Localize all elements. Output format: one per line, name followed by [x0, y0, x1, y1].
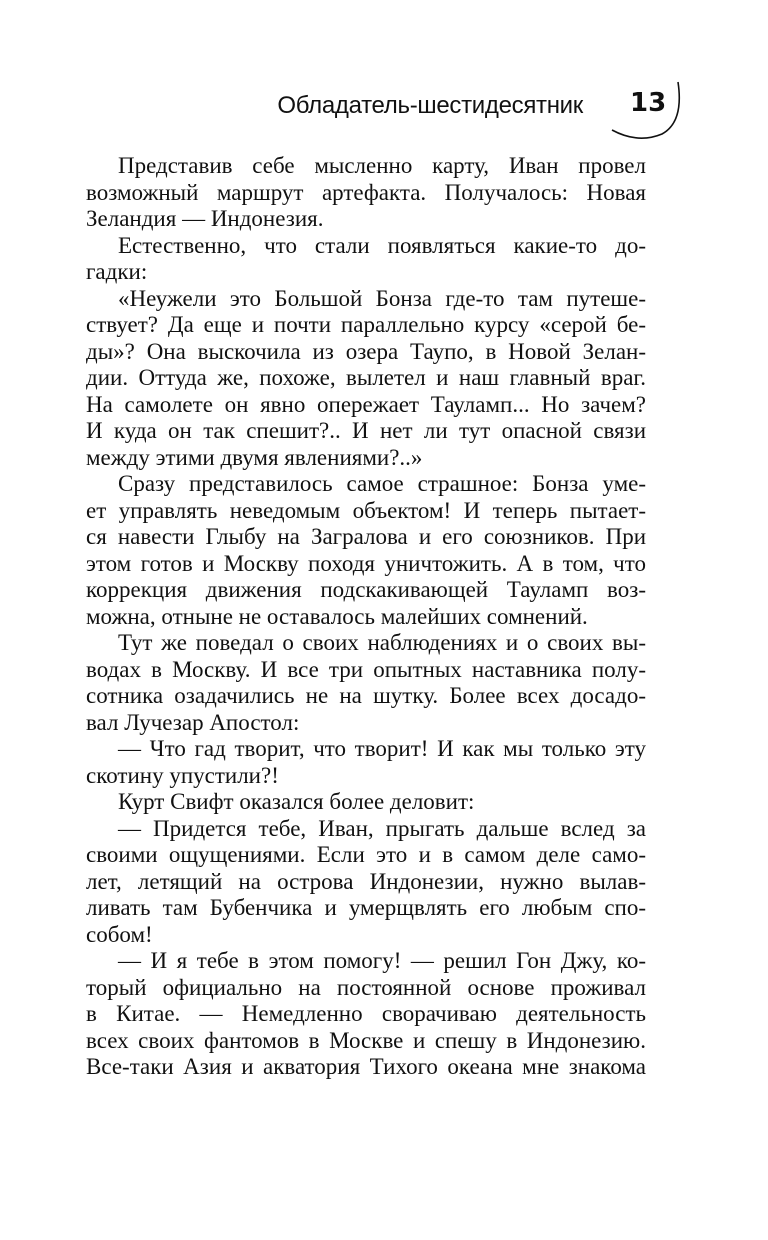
- text-line: этом готов и Москву походя уничтожить. А в том, что: [86, 550, 646, 576]
- text-line: «Неужели это Большой Бонза где-то там путеше-: [118, 285, 646, 311]
- paragraph: [86, 233, 646, 286]
- body-text: [86, 153, 646, 1081]
- paragraph: [86, 286, 646, 472]
- text-line: — И я тебе в этом помогу! — решил Гон Джу, ко-: [118, 948, 646, 973]
- text-line: коррекция движения подскакивающей Тауламп воз-: [86, 577, 646, 602]
- text-line: ся навести Глыбу на Загралова и его союзников. При: [86, 524, 646, 549]
- text-line: Все-таки Азия и акватория Тихого океана мне знакома: [86, 1054, 646, 1079]
- text-line: Зеландия — Индонезия.: [86, 206, 324, 231]
- book-title: Обладатель-шестидесятник: [277, 92, 583, 119]
- page-number: 13: [630, 88, 667, 118]
- text-line: ствует? Да еще и почти параллельно курсу «серой бе-: [86, 312, 646, 337]
- text-line: водах в Москву. И все три опытных наставника полу-: [86, 656, 646, 682]
- text-line: ливать там Бубенчика и умерщвлять его любым спо-: [86, 895, 646, 920]
- text-line: вал Лучезар Апостол:: [86, 709, 300, 735]
- text-line: сотника озадачились не на шутку. Более всех досадо-: [86, 683, 646, 708]
- text-line: гадки:: [86, 259, 148, 284]
- paragraph: [86, 816, 646, 949]
- text-line: лет, летящий на острова Индонезии, нужно вылав-: [86, 868, 646, 894]
- text-line: можна, отныне не оставалось малейших сомнений.: [86, 603, 588, 629]
- paragraph: [86, 471, 646, 630]
- text-line: всех своих фантомов в Москве и спешу в Индонезию.: [86, 1027, 646, 1053]
- paragraph: [86, 630, 646, 736]
- text-line: торый официально на постоянной основе проживал: [86, 974, 646, 1000]
- text-line: возможный маршрут артефакта. Получалось: Новая: [86, 179, 646, 205]
- running-header: [0, 0, 768, 150]
- text-line: И куда он так спешит?.. И нет ли тут опасной связи: [86, 418, 646, 443]
- text-line: Представив себе мысленно карту, Иван провел: [118, 153, 646, 178]
- text-line: между этими двумя явлениями?..»: [86, 444, 423, 470]
- paragraph: [86, 789, 646, 816]
- text-line: Курт Свифт оказался более деловит:: [118, 789, 475, 814]
- text-line: — Что гад творит, что творит! И как мы только эту: [118, 736, 646, 761]
- text-line: Сразу представилось самое страшное: Бонза уме-: [118, 471, 646, 496]
- text-line: своими ощущениями. Если это и в самом деле само-: [86, 842, 646, 867]
- text-line: дии. Оттуда же, похоже, вылетел и наш главный враг.: [86, 365, 646, 390]
- text-line: Тут же поведал о своих наблюдениях и о своих вы-: [118, 630, 646, 655]
- text-line: ды»? Она выскочила из озера Таупо, в Новой Зелан-: [86, 338, 646, 364]
- paragraph: [86, 948, 646, 1081]
- paragraph: [86, 153, 646, 233]
- text-line: собом!: [86, 921, 153, 947]
- text-line: в Китае. — Немедленно сворачиваю деятельность: [86, 1001, 646, 1026]
- text-line: На самолете он явно опережает Тауламп... Но зачем?: [86, 391, 646, 417]
- text-line: — Придется тебе, Иван, прыгать дальше вслед за: [118, 815, 646, 841]
- text-line: ет управлять неведомым объектом! И теперь пытает-: [86, 497, 646, 523]
- text-line: скотину упустили?!: [86, 762, 279, 788]
- text-line: Естественно, что стали появляться какие-то до-: [118, 232, 646, 258]
- paragraph: [86, 736, 646, 789]
